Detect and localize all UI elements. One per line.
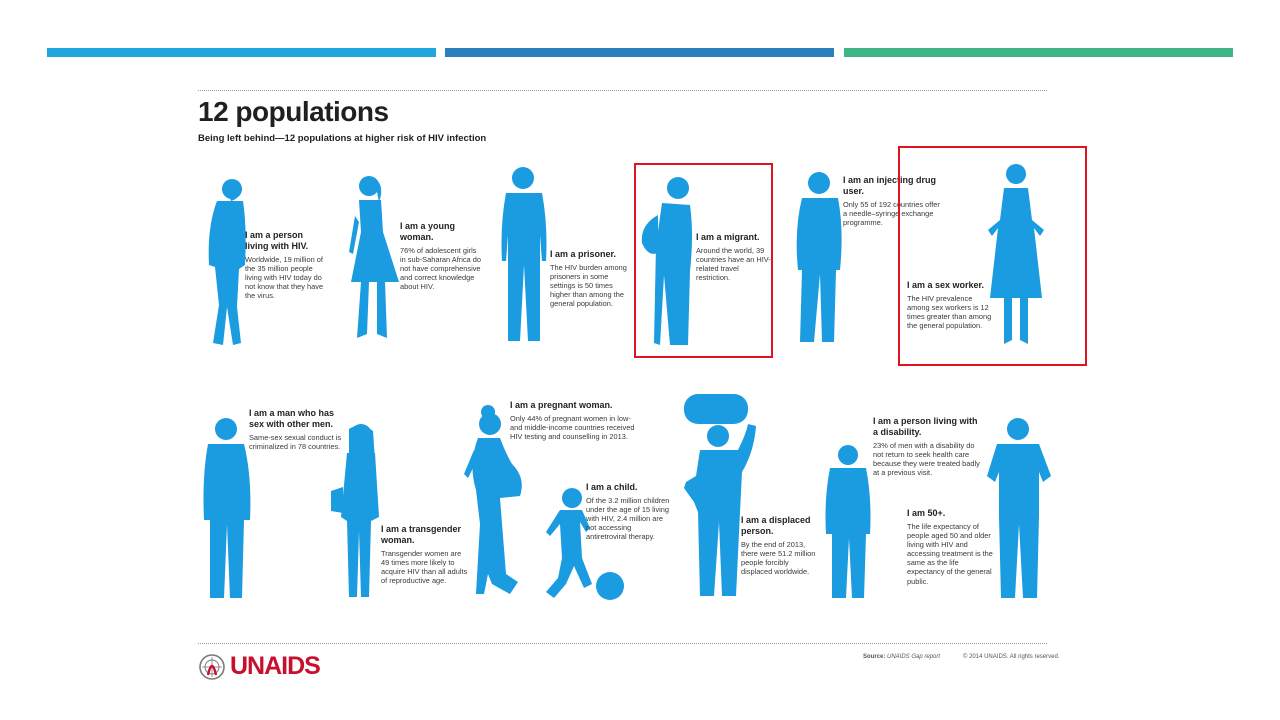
caption-heading: I am a pregnant woman. xyxy=(510,400,613,410)
accent-bar-2 xyxy=(445,48,834,57)
figure-person-living-with-hiv xyxy=(203,177,251,347)
caption-body: Only 55 of 192 countries offer a needle–syringe exchange programme. xyxy=(843,200,940,228)
caption-heading: I am a sex worker. xyxy=(907,280,985,290)
infographic-subtitle: Being left behind—12 populations at higher risk of HIV infection xyxy=(198,133,487,144)
caption-heading: I am a man who has sex with other men. xyxy=(249,408,335,429)
caption-body: Same-sex sexual conduct is criminalized in 78 countries. xyxy=(249,433,342,452)
caption-young-woman xyxy=(400,221,482,291)
caption-heading: I am a prisoner. xyxy=(550,249,617,259)
caption-heading: I am a transgender woman. xyxy=(381,524,462,545)
caption-heading: I am a person living with HIV. xyxy=(245,230,309,251)
caption-heading: I am a migrant. xyxy=(696,232,760,242)
caption-heading: I am a young woman. xyxy=(400,221,456,242)
bottom-divider xyxy=(198,643,1047,644)
figure-young-woman xyxy=(345,172,405,344)
un-emblem-icon xyxy=(198,653,226,681)
caption-heading: I am a child. xyxy=(586,482,638,492)
caption-child xyxy=(586,482,671,541)
caption-pregnant-woman xyxy=(510,400,640,441)
caption-body: The HIV prevalence among sex workers is 12 times greater than among the general population. xyxy=(907,294,992,331)
source-label: Source: xyxy=(863,654,886,660)
caption-body: Transgender women are 49 times more likely to acquire HIV than all adults of reproductive age. xyxy=(381,549,468,586)
caption-body: Worldwide, 19 million of the 35 million people living with HIV today do not know that they have the virus. xyxy=(245,255,324,301)
caption-person-50-plus xyxy=(907,508,997,586)
caption-body: By the end of 2013, there were 51.2 million people forcibly displaced worldwide. xyxy=(741,540,816,577)
copyright-note: © 2014 UNAIDS. All rights reserved. xyxy=(963,654,1060,660)
caption-heading: I am a person living with a disability. xyxy=(873,416,978,437)
caption-displaced-person xyxy=(741,515,821,576)
figure-person-with-disability xyxy=(822,444,874,602)
logo-text: UNAIDS xyxy=(230,652,320,680)
caption-body: The life expectancy of people aged 50 and older living with HIV and accessing treatment is the same as the life expectancy of the general public. xyxy=(907,522,993,586)
figure-man-who-has-sex-with-men xyxy=(200,416,254,602)
top-divider xyxy=(198,90,1047,91)
caption-heading: I am a displaced person. xyxy=(741,515,811,536)
caption-body: The HIV burden among prisoners in some settings is 50 times higher than among the general population. xyxy=(550,263,627,309)
accent-bar-3 xyxy=(844,48,1233,57)
source-note xyxy=(863,654,940,660)
caption-body: 23% of men with a disability do not return to seek health care because they were treated badly at a previous visit. xyxy=(873,441,980,478)
caption-person-living-with-hiv xyxy=(245,230,327,300)
figure-prisoner xyxy=(498,165,550,345)
figure-injecting-drug-user xyxy=(792,170,848,346)
accent-bar-1 xyxy=(47,48,436,57)
caption-transgender-woman xyxy=(381,524,471,585)
source-text: UNAIDS Gap report xyxy=(887,654,941,660)
caption-heading: I am 50+. xyxy=(907,508,946,518)
caption-heading: I am an injecting drug user. xyxy=(843,175,937,196)
caption-body: Only 44% of pregnant women in low- and middle-income countries received HIV testing and counselling in 2013. xyxy=(510,414,635,442)
highlight-box-sex-worker xyxy=(898,146,1087,366)
highlight-box-migrant xyxy=(634,163,773,358)
caption-prisoner xyxy=(550,249,630,308)
unaids-logo xyxy=(198,652,320,681)
caption-person-with-disability xyxy=(873,416,983,477)
caption-body: Of the 3.2 million children under the age of 15 living with HIV, 2.4 million are not accessing antiretroviral therapy. xyxy=(586,496,670,542)
figure-transgender-woman xyxy=(327,421,389,601)
infographic-title: 12 populations xyxy=(198,96,389,127)
caption-body: 76% of adolescent girls in sub-Saharan Africa do not have comprehensive and correct knowledge about HIV. xyxy=(400,246,481,292)
caption-body: Around the world, 39 countries have an HIV-related travel restriction. xyxy=(696,246,771,283)
